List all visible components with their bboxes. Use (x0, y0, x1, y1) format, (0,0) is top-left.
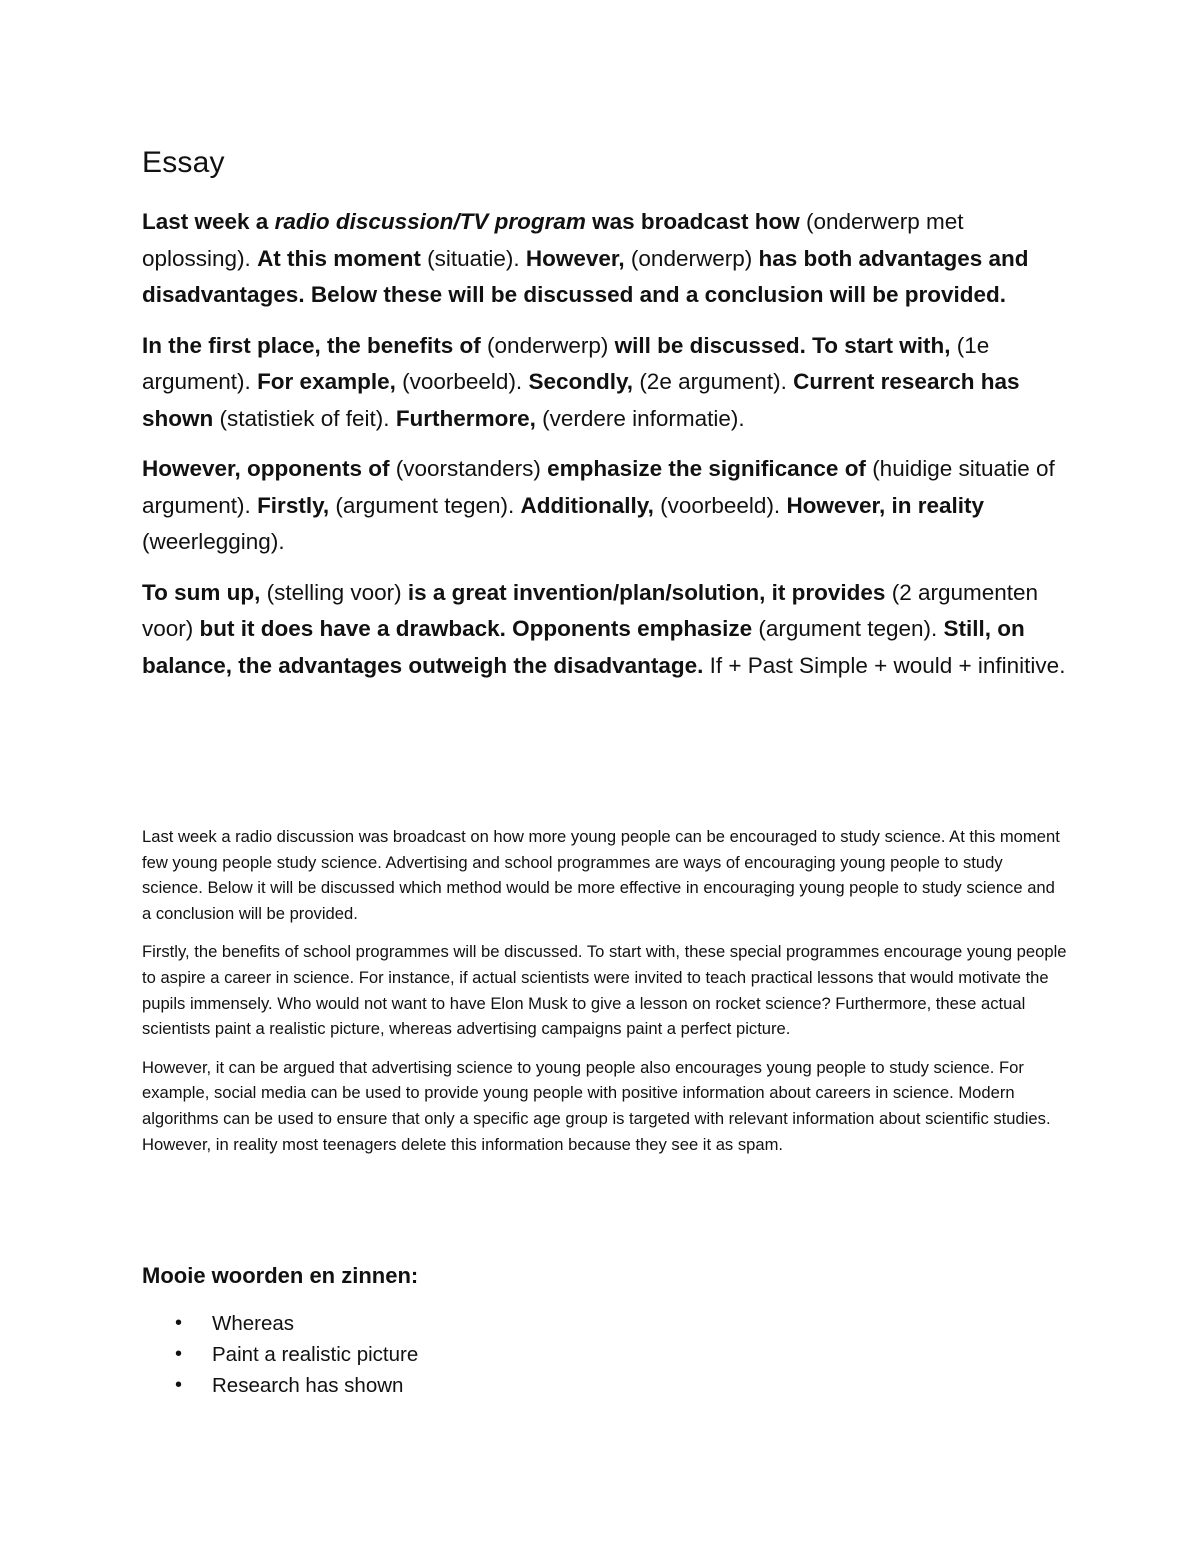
template-placeholder: (huidige situatie of argument). (142, 456, 1055, 518)
template-text-bold: emphasize the significance of (547, 456, 866, 481)
essay-template (142, 204, 1067, 698)
template-text-bold: To sum up, (142, 579, 261, 605)
template-text-bold: At this moment (257, 245, 421, 271)
phrases-heading: Mooie woorden en zinnen: (142, 1263, 419, 1288)
list-item-label: Whereas (212, 1312, 295, 1335)
template-text-bold: Furthermore, (395, 405, 536, 431)
template-text-bold: but it does have a drawback. Opponents emphasize (199, 616, 753, 641)
list-item (142, 1370, 418, 1401)
template-text-bold: Last week a (142, 209, 275, 234)
template-placeholder: (onderwerp) (480, 332, 615, 358)
template-placeholder: If + Past Simple + would + infinitive. (703, 652, 1066, 678)
example-paragraph-disadvantages: However, it can be argued that advertising science to young people also encourages young people to study science. For example, social media can be used to provide young people with positive information about careers in science. Modern algorithms can be used to ensure that only a specific age group is targeted with relevant information about scientific studies. However, in reality most teenagers delete this information because they see it as spam. (142, 1057, 1051, 1154)
document-title: Essay (142, 146, 225, 179)
template-paragraph-advantages (142, 328, 1067, 438)
template-text-bold: However, in reality (786, 492, 985, 518)
example-paragraph-intro: Last week a radio discussion was broadcast on how more young people can be encouraged to study science. At this moment few young people study science. Advertising and school programmes are ways of encouraging young people to study science. Below it will be discussed which method would be more effective in encouraging young people to study science and a conclusion will be provided. (142, 827, 1060, 923)
template-text-bold: However, (525, 245, 625, 271)
bullet-icon: • (175, 1312, 183, 1334)
bullet-icon: • (175, 1374, 183, 1396)
template-text-bold: Still, on balance, the advantages outweigh the disadvantage. (142, 616, 1025, 678)
template-placeholder: (voorbeeld). (653, 492, 787, 518)
template-text-bold: For example, (257, 369, 396, 394)
template-placeholder: (argument tegen). (752, 616, 944, 641)
list-item (142, 1308, 418, 1339)
template-paragraph-conclusion (142, 575, 1067, 685)
list-item-label: Paint a realistic picture (212, 1343, 419, 1366)
template-text-bold: is a great invention/plan/solution, it provides (407, 579, 886, 605)
template-placeholder: (onderwerp) (624, 245, 759, 271)
template-text-bold: will be discussed. To start with, (614, 332, 951, 358)
template-text-bold: Firstly, (257, 492, 330, 518)
template-placeholder: (stelling voor) (260, 579, 408, 605)
template-paragraph-intro (142, 204, 1067, 314)
template-text-bold: Additionally, (520, 492, 654, 518)
template-text-bold: Current research has shown (142, 369, 1020, 431)
template-text-bold: In the first place, the benefits of (142, 332, 481, 358)
template-text-bold: However, opponents of (142, 456, 390, 481)
template-text-bold: was broadcast how (585, 209, 800, 234)
template-placeholder: (weerlegging). (142, 529, 285, 554)
example-essay (142, 824, 1067, 1170)
template-placeholder: (situatie). (420, 245, 526, 271)
template-text-bold-italic: radio discussion/TV program (274, 209, 586, 234)
template-placeholder: (1e argument). (142, 332, 990, 394)
template-text-bold: Secondly, (528, 369, 634, 394)
example-paragraph-advantages: Firstly, the benefits of school programmes will be discussed. To start with, these special programmes encourage young people to aspire a career in science. For instance, if actual scientists were invited to teach practical lessons that would motivate the pupils immensely. Who would not want to have Elon Musk to give a lesson on rocket science? Furthermore, these actual scientists paint a realistic picture, whereas advertising campaigns paint a perfect picture. (142, 942, 1067, 1039)
template-placeholder: (statistiek of feit). (213, 405, 396, 431)
template-placeholder: (voorstanders) (389, 456, 548, 481)
list-item (142, 1339, 418, 1370)
template-placeholder: (argument tegen). (329, 492, 521, 518)
template-placeholder: (voorbeeld). (395, 369, 529, 394)
template-placeholder: (onderwerp met oplossing). (142, 209, 964, 271)
template-text-bold: has both advantages and disadvantages. Below these will be discussed and a conclusion will be provided. (142, 245, 1029, 307)
template-placeholder: (2 argumenten voor) (142, 579, 1039, 641)
template-placeholder: (2e argument). (633, 369, 794, 394)
template-placeholder: (verdere informatie). (535, 405, 745, 431)
bullet-icon: • (175, 1343, 183, 1365)
template-paragraph-disadvantages (142, 451, 1067, 561)
list-item-label: Research has shown (212, 1374, 404, 1397)
phrases-list (142, 1308, 418, 1401)
